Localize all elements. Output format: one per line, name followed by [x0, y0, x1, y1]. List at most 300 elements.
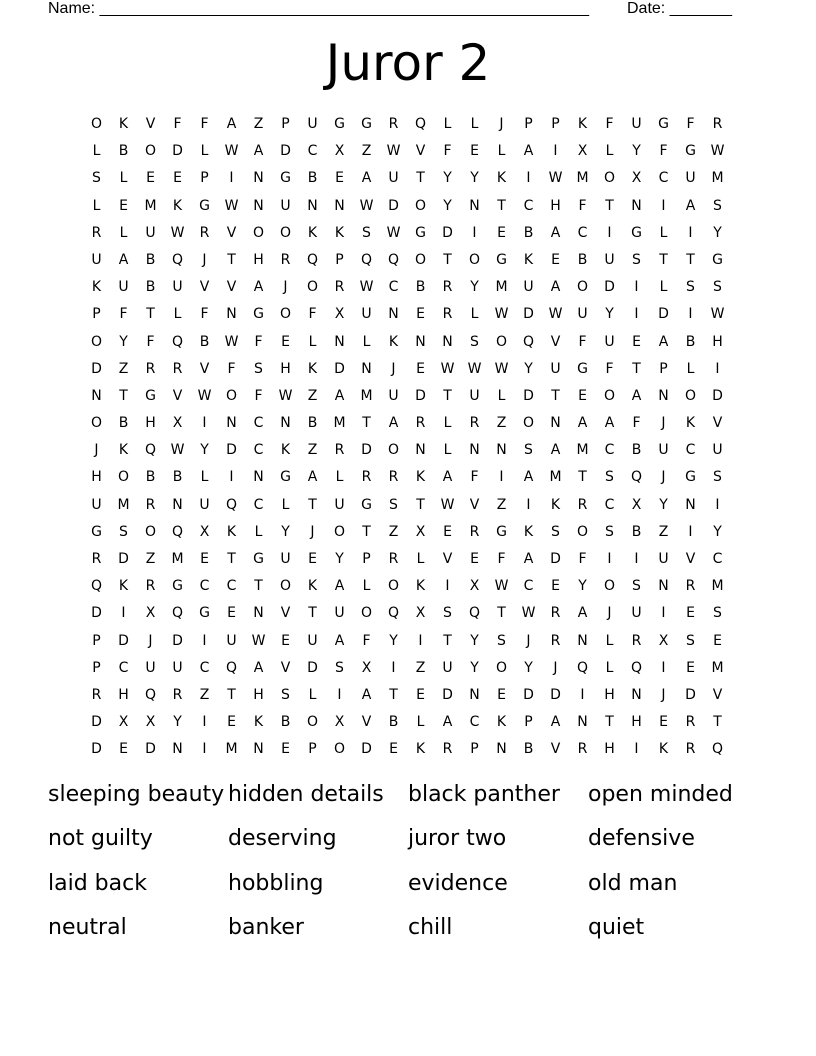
grid-letter: N — [253, 741, 264, 758]
grid-letter: S — [713, 469, 722, 486]
grid-letter: D — [172, 632, 183, 649]
grid-letter: O — [90, 333, 103, 350]
grid-letter: J — [607, 605, 612, 622]
grid-letter: W — [494, 306, 509, 323]
grid-letter: A — [118, 251, 129, 268]
grid-letter: S — [605, 523, 614, 540]
grid-letter: A — [550, 279, 561, 296]
grid-letter: N — [388, 306, 399, 323]
grid-letter: D — [145, 741, 156, 758]
grid-letter: Y — [443, 170, 452, 187]
grid-letter: A — [550, 224, 561, 241]
grid-letter: N — [631, 197, 642, 214]
grid-letter: U — [442, 659, 453, 676]
grid-letter: B — [631, 442, 642, 459]
grid-letter: J — [526, 632, 531, 649]
grid-letter: T — [497, 197, 506, 214]
grid-letter: A — [658, 333, 669, 350]
grid-letter: U — [712, 442, 723, 459]
grid-letter: W — [224, 333, 239, 350]
grid-letter: C — [469, 714, 480, 731]
grid-letter: T — [362, 523, 371, 540]
grid-letter: F — [686, 116, 695, 132]
grid-letter: N — [334, 333, 345, 350]
grid-letter: B — [631, 523, 642, 540]
grid-letter: O — [495, 333, 508, 350]
word-bank-item: hobbling — [228, 870, 324, 896]
grid-letter: T — [659, 251, 668, 268]
grid-letter: N — [496, 741, 507, 758]
grid-letter: Q — [360, 251, 373, 268]
grid-letter: A — [253, 659, 264, 676]
grid-letter: Q — [144, 686, 157, 703]
grid-letter: E — [497, 224, 506, 241]
grid-letter: S — [632, 251, 641, 268]
grid-letter: Y — [524, 659, 533, 676]
grid-letter: K — [577, 116, 588, 132]
grid-letter: B — [118, 415, 129, 432]
grid-letter: B — [307, 415, 318, 432]
grid-letter: C — [604, 496, 615, 513]
grid-letter: P — [335, 251, 344, 268]
grid-letter: J — [661, 469, 666, 486]
grid-letter: A — [604, 415, 615, 432]
grid-letter: K — [118, 442, 129, 459]
grid-letter: Q — [414, 116, 427, 132]
grid-letter: Z — [199, 686, 210, 703]
grid-letter: A — [442, 469, 453, 486]
grid-letter: J — [553, 659, 558, 676]
grid-letter: R — [145, 496, 156, 513]
grid-letter: W — [224, 143, 239, 160]
grid-letter: I — [661, 659, 666, 676]
grid-letter: R — [91, 224, 102, 241]
word-bank-item: neutral — [48, 914, 127, 940]
grid-letter: L — [497, 387, 506, 404]
grid-letter: Z — [361, 143, 372, 160]
grid-letter: Z — [496, 415, 507, 432]
grid-letter: X — [415, 605, 426, 622]
date-label: Date: _______ — [627, 0, 732, 17]
grid-letter: G — [253, 306, 264, 323]
grid-letter: W — [494, 360, 509, 377]
grid-letter: B — [307, 170, 318, 187]
grid-letter: K — [334, 224, 345, 241]
word-bank-item: black panther — [408, 782, 560, 807]
grid-letter: N — [469, 197, 480, 214]
grid-letter: I — [445, 578, 450, 595]
grid-letter: H — [145, 415, 156, 432]
grid-letter: R — [442, 306, 453, 323]
grid-letter: U — [307, 632, 318, 649]
grid-letter: I — [661, 605, 666, 622]
grid-letter: H — [280, 360, 291, 377]
grid-letter: Z — [118, 360, 129, 377]
grid-letter: O — [279, 224, 292, 241]
grid-letter: Y — [443, 197, 452, 214]
grid-letter: I — [688, 523, 693, 540]
grid-letter: D — [442, 686, 453, 703]
grid-letter: L — [281, 496, 290, 513]
grid-letter: N — [577, 632, 588, 649]
grid-letter: I — [688, 306, 693, 323]
grid-letter: T — [416, 496, 425, 513]
grid-letter: A — [361, 686, 372, 703]
grid-letter: R — [685, 578, 696, 595]
word-bank-item: juror two — [408, 826, 507, 852]
grid-letter: Z — [253, 116, 264, 132]
grid-letter: J — [310, 523, 315, 540]
grid-letter: K — [496, 714, 507, 731]
grid-letter: G — [172, 578, 183, 595]
grid-letter: A — [307, 469, 318, 486]
grid-letter: M — [711, 578, 724, 595]
grid-letter: N — [415, 442, 426, 459]
grid-letter: H — [712, 333, 723, 350]
grid-letter: A — [550, 442, 561, 459]
grid-letter: S — [470, 333, 479, 350]
grid-letter: R — [91, 551, 102, 567]
grid-letter: V — [361, 714, 372, 731]
grid-letter: O — [684, 387, 697, 404]
grid-letter: A — [361, 170, 372, 187]
grid-letter: V — [442, 551, 453, 567]
grid-letter: R — [388, 116, 399, 132]
grid-letter: U — [685, 170, 696, 187]
grid-letter: C — [253, 496, 264, 513]
grid-letter: U — [226, 632, 237, 649]
grid-letter: V — [469, 496, 480, 513]
grid-letter: B — [280, 714, 291, 731]
grid-letter: K — [415, 469, 426, 486]
grid-letter: P — [92, 659, 101, 676]
grid-letter: L — [443, 415, 452, 432]
grid-letter: I — [337, 686, 342, 703]
grid-letter: I — [634, 741, 639, 758]
grid-letter: Z — [388, 523, 399, 540]
grid-letter: R — [334, 442, 345, 459]
grid-letter: E — [416, 360, 425, 377]
grid-letter: D — [91, 741, 102, 758]
grid-letter: L — [335, 469, 344, 486]
grid-letter: E — [281, 741, 290, 758]
grid-letter: R — [145, 578, 156, 595]
grid-letter: M — [495, 279, 508, 296]
grid-letter: P — [551, 116, 560, 132]
grid-letter: U — [604, 333, 615, 350]
grid-letter: L — [362, 578, 371, 595]
grid-letter: O — [252, 224, 265, 241]
grid-letter: T — [227, 686, 236, 703]
grid-letter: O — [603, 170, 616, 187]
grid-letter: K — [253, 714, 264, 731]
grid-letter: D — [361, 741, 372, 758]
grid-letter: A — [226, 116, 237, 132]
grid-letter: E — [227, 605, 236, 622]
grid-letter: S — [335, 659, 344, 676]
grid-letter: I — [391, 659, 396, 676]
grid-letter: M — [360, 387, 373, 404]
grid-letter: N — [685, 496, 696, 513]
grid-letter: L — [686, 360, 695, 377]
grid-letter: M — [711, 170, 724, 187]
grid-letter: A — [523, 469, 534, 486]
grid-letter: W — [548, 170, 563, 187]
word-bank-item: hidden details — [228, 782, 384, 807]
grid-letter: V — [199, 360, 210, 377]
grid-letter: F — [578, 551, 587, 567]
grid-letter: I — [634, 306, 639, 323]
grid-letter: U — [145, 224, 156, 241]
grid-letter: U — [280, 197, 291, 214]
grid-letter: Q — [171, 333, 184, 350]
grid-letter: O — [144, 143, 157, 160]
grid-letter: G — [712, 251, 723, 268]
grid-letter: D — [685, 686, 696, 703]
grid-letter: Y — [578, 578, 587, 595]
grid-letter: W — [170, 224, 185, 241]
grid-letter: E — [308, 551, 317, 567]
grid-letter: I — [634, 551, 639, 567]
grid-letter: F — [254, 333, 263, 350]
grid-letter: I — [418, 632, 423, 649]
grid-letter: D — [415, 387, 426, 404]
grid-letter: O — [333, 741, 346, 758]
grid-letter: T — [308, 605, 317, 622]
word-bank-item: open minded — [588, 782, 733, 807]
grid-letter: B — [145, 279, 156, 296]
grid-letter: W — [521, 605, 536, 622]
grid-letter: S — [686, 632, 695, 649]
grid-letter: E — [686, 605, 695, 622]
grid-letter: M — [549, 469, 562, 486]
grid-letter: R — [469, 415, 480, 432]
grid-letter: G — [253, 551, 264, 567]
grid-letter: M — [225, 741, 238, 758]
grid-letter: D — [388, 197, 399, 214]
grid-letter: F — [443, 143, 452, 160]
grid-letter: K — [118, 578, 129, 595]
grid-letter: R — [91, 686, 102, 703]
grid-letter: O — [333, 523, 346, 540]
grid-letter: Y — [470, 170, 479, 187]
grid-letter: D — [361, 442, 372, 459]
grid-letter: O — [576, 279, 589, 296]
grid-letter: S — [92, 170, 101, 187]
grid-letter: K — [388, 333, 399, 350]
grid-letter: V — [280, 659, 291, 676]
grid-letter: S — [524, 442, 533, 459]
grid-letter: H — [604, 741, 615, 758]
grid-letter: S — [686, 279, 695, 296]
grid-letter: E — [470, 143, 479, 160]
grid-letter: D — [658, 306, 669, 323]
grid-letter: R — [469, 523, 480, 540]
grid-letter: A — [442, 714, 453, 731]
grid-letter: C — [253, 415, 264, 432]
grid-letter: L — [443, 116, 452, 132]
grid-letter: L — [659, 224, 668, 241]
grid-letter: C — [658, 170, 669, 187]
grid-letter: L — [470, 116, 479, 132]
grid-letter: T — [308, 496, 317, 513]
grid-letter: D — [550, 686, 561, 703]
grid-letter: G — [199, 605, 210, 622]
grid-letter: U — [118, 279, 129, 296]
grid-letter: J — [94, 442, 99, 459]
grid-letter: C — [118, 659, 129, 676]
grid-letter: L — [362, 333, 371, 350]
grid-letter: U — [658, 442, 669, 459]
grid-letter: Y — [713, 523, 722, 540]
grid-letter: Q — [576, 659, 589, 676]
grid-letter: C — [388, 279, 399, 296]
grid-letter: E — [497, 686, 506, 703]
grid-letter: Q — [225, 659, 238, 676]
grid-letter: R — [550, 632, 561, 649]
grid-letter: D — [118, 632, 129, 649]
grid-letter: Y — [713, 224, 722, 241]
grid-letter: L — [200, 469, 209, 486]
grid-letter: K — [280, 442, 291, 459]
grid-letter: L — [443, 442, 452, 459]
grid-letter: K — [307, 360, 318, 377]
grid-letter: A — [523, 551, 534, 567]
grid-letter: K — [523, 523, 534, 540]
grid-letter: L — [119, 170, 128, 187]
grid-letter: Y — [470, 632, 479, 649]
grid-letter: I — [229, 170, 234, 187]
word-bank-item: chill — [408, 914, 453, 940]
grid-letter: L — [416, 714, 425, 731]
grid-letter: K — [118, 116, 129, 132]
grid-letter: C — [523, 197, 534, 214]
grid-letter: J — [661, 686, 666, 703]
grid-letter: J — [283, 279, 288, 296]
grid-letter: R — [550, 605, 561, 622]
grid-letter: F — [254, 387, 263, 404]
grid-letter: M — [711, 659, 724, 676]
grid-letter: V — [712, 415, 723, 432]
grid-letter: E — [443, 523, 452, 540]
grid-letter: V — [415, 143, 426, 160]
grid-letter: H — [118, 686, 129, 703]
grid-letter: W — [710, 306, 725, 323]
grid-letter: X — [361, 659, 372, 676]
grid-letter: T — [389, 686, 398, 703]
grid-letter: O — [414, 251, 427, 268]
grid-letter: N — [469, 686, 480, 703]
grid-letter: Q — [387, 605, 400, 622]
grid-letter: T — [605, 714, 614, 731]
grid-letter: W — [467, 360, 482, 377]
grid-letter: M — [576, 170, 589, 187]
grid-letter: I — [688, 224, 693, 241]
grid-letter: Y — [659, 496, 668, 513]
grid-letter: I — [499, 469, 504, 486]
grid-letter: E — [227, 714, 236, 731]
grid-letter: R — [388, 469, 399, 486]
word-bank-item: sleeping beauty — [48, 782, 225, 807]
grid-letter: T — [146, 306, 155, 323]
word-bank-item: defensive — [588, 826, 695, 852]
grid-letter: Q — [225, 496, 238, 513]
word-bank-item: evidence — [408, 870, 508, 896]
grid-letter: C — [226, 578, 237, 595]
grid-letter: M — [333, 415, 346, 432]
grid-letter: G — [145, 387, 156, 404]
grid-letter: J — [148, 632, 153, 649]
grid-letter: V — [172, 387, 183, 404]
grid-letter: J — [202, 251, 207, 268]
grid-letter: V — [226, 279, 237, 296]
grid-letter: P — [659, 360, 668, 377]
grid-letter: P — [92, 306, 101, 323]
grid-letter: F — [632, 415, 641, 432]
grid-letter: I — [661, 197, 666, 214]
grid-letter: X — [199, 523, 210, 540]
grid-letter: N — [442, 333, 453, 350]
grid-letter: G — [280, 469, 291, 486]
grid-letter: O — [117, 469, 130, 486]
grid-letter: R — [145, 360, 156, 377]
grid-letter: B — [388, 714, 399, 731]
grid-letter: B — [415, 279, 426, 296]
grid-letter: M — [144, 197, 157, 214]
grid-letter: T — [227, 251, 236, 268]
grid-letter: D — [523, 686, 534, 703]
grid-letter: K — [307, 578, 318, 595]
grid-letter: D — [523, 306, 534, 323]
grid-letter: S — [497, 632, 506, 649]
grid-letter: O — [414, 197, 427, 214]
grid-letter: C — [199, 659, 210, 676]
grid-letter: O — [576, 523, 589, 540]
grid-letter: Z — [496, 496, 507, 513]
grid-letter: M — [171, 551, 184, 567]
grid-letter: V — [685, 551, 696, 567]
grid-letter: I — [553, 143, 558, 160]
grid-letter: V — [199, 279, 210, 296]
grid-letter: A — [253, 143, 264, 160]
grid-letter: I — [121, 605, 126, 622]
grid-letter: O — [90, 116, 103, 132]
grid-letter: C — [712, 551, 723, 567]
grid-letter: Q — [171, 251, 184, 268]
grid-letter: P — [308, 741, 317, 758]
grid-letter: U — [388, 387, 399, 404]
grid-letter: S — [362, 224, 371, 241]
grid-letter: B — [145, 251, 156, 268]
grid-letter: N — [307, 197, 318, 214]
grid-letter: U — [334, 605, 345, 622]
grid-letter: Z — [145, 551, 156, 567]
grid-letter: R — [280, 251, 291, 268]
grid-letter: U — [631, 605, 642, 622]
grid-letter: N — [577, 714, 588, 731]
grid-letter: U — [280, 551, 291, 567]
grid-letter: E — [470, 551, 479, 567]
grid-letter: M — [117, 496, 130, 513]
grid-letter: X — [577, 143, 588, 160]
grid-letter: R — [442, 741, 453, 758]
grid-letter: L — [92, 197, 101, 214]
grid-letter: R — [172, 686, 183, 703]
grid-letter: T — [362, 415, 371, 432]
grid-letter: D — [550, 551, 561, 567]
grid-letter: L — [605, 143, 614, 160]
grid-letter: S — [551, 523, 560, 540]
